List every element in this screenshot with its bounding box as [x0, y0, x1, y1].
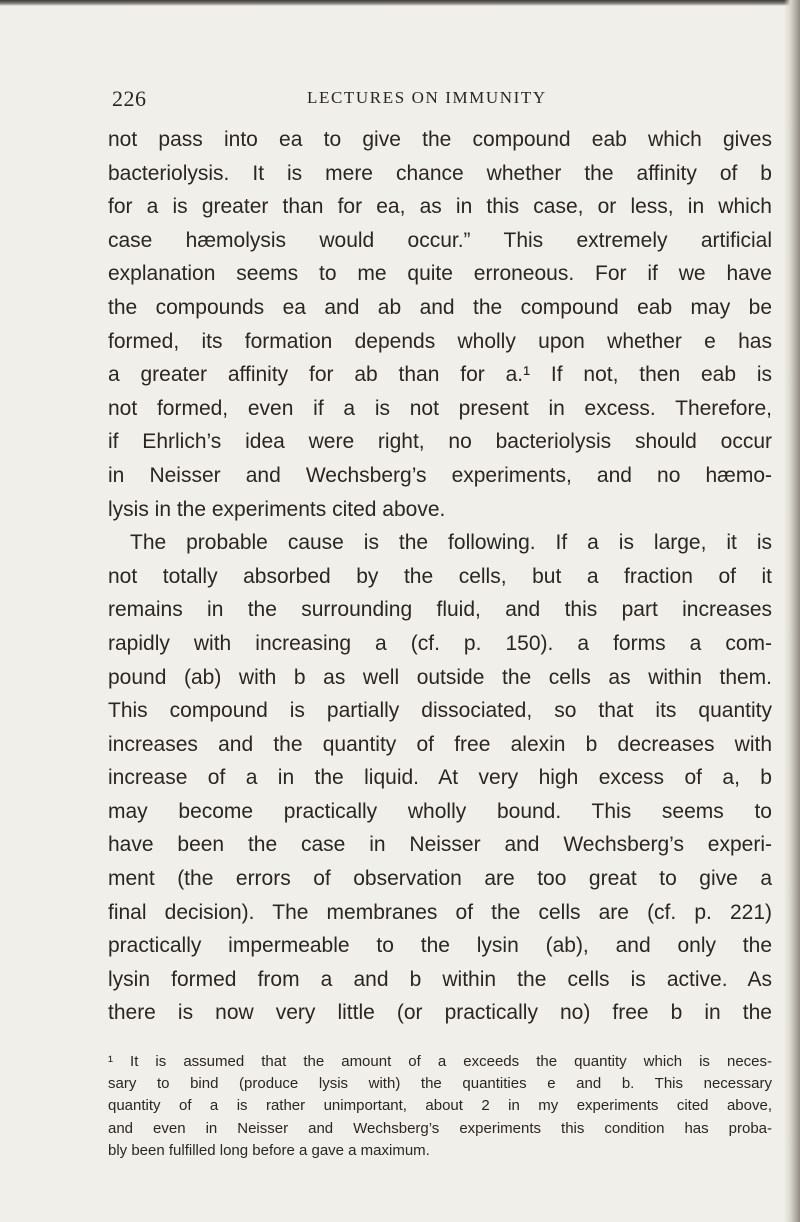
text-line: bacteriolysis. It is mere chance whether the affinity of b: [108, 161, 772, 185]
text-line: the compounds ea and ab and the compound eab may be: [108, 295, 772, 319]
text-line: have been the case in Neisser and Wechsberg’s experi-: [108, 833, 772, 857]
text-line: lysin formed from a and b within the cells is active. As: [108, 967, 772, 991]
text-line: explanation seems to me quite erroneous. For if we have: [108, 262, 772, 286]
text-line: if Ehrlich’s idea were right, no bacteriolysis should occur: [108, 430, 772, 454]
page-number: 226: [112, 86, 147, 111]
text-line: remains in the surrounding fluid, and this part increases: [108, 598, 772, 622]
footnote-line: bly been fulfilled long before a gave a maximum.: [108, 1141, 430, 1159]
text-line: not totally absorbed by the cells, but a fraction of it: [108, 564, 772, 588]
text-line: final decision). The membranes of the cells are (cf. p. 221): [108, 900, 772, 924]
scan-edge-right: [784, 0, 800, 1222]
text-line: rapidly with increasing a (cf. p. 150). a forms a com-: [108, 631, 772, 655]
text-line: for a is greater than for ea, as in this case, or less, in which: [108, 195, 772, 219]
text-line: increase of a in the liquid. At very high excess of a, b: [108, 766, 772, 790]
running-title: LECTURES ON IMMUNITY: [307, 88, 547, 107]
text-line: The probable cause is the following. If a is large, it is: [130, 531, 772, 555]
footnote-line: quantity of a is rather unimportant, about 2 in my experiments cited above,: [108, 1097, 772, 1115]
text-line: in Neisser and Wechsberg’s experiments, and no hæmo-: [108, 463, 772, 487]
text-line: This compound is partially dissociated, so that its quantity: [108, 699, 772, 723]
footnote-line: ¹ It is assumed that the amount of a exceeds the quantity which is neces-: [108, 1053, 772, 1070]
footnote-line: sary to bind (produce lysis with) the quantities e and b. This necessary: [108, 1075, 772, 1093]
text-line: may become practically wholly bound. This seems to: [108, 799, 772, 823]
body-text: [108, 123, 772, 1030]
text-line: increases and the quantity of free alexin b decreases with: [108, 732, 772, 756]
text-line: practically impermeable to the lysin (ab), and only the: [108, 934, 772, 958]
text-line: lysis in the experiments cited above.: [108, 497, 446, 521]
text-line: formed, its formation depends wholly upon whether e has: [108, 329, 772, 353]
running-head: [112, 86, 772, 116]
scan-edge-top: [0, 0, 800, 6]
footnote-line: and even in Neisser and Wechsberg’s experiments this condition has proba-: [108, 1119, 772, 1137]
text-line: there is now very little (or practically no) free b in the: [108, 1001, 772, 1025]
text-line: case hæmolysis would occur.” This extremely artificial: [108, 228, 772, 252]
text-line: ment (the errors of observation are too great to give a: [108, 867, 772, 891]
text-line: a greater affinity for ab than for a.¹ If not, then eab is: [108, 363, 772, 387]
text-line: not pass into ea to give the compound eab which gives: [108, 128, 772, 151]
text-line: not formed, even if a is not present in excess. Therefore,: [108, 396, 772, 420]
footnotes: [108, 1051, 772, 1162]
text-line: pound (ab) with b as well outside the cells as within them.: [108, 665, 772, 689]
